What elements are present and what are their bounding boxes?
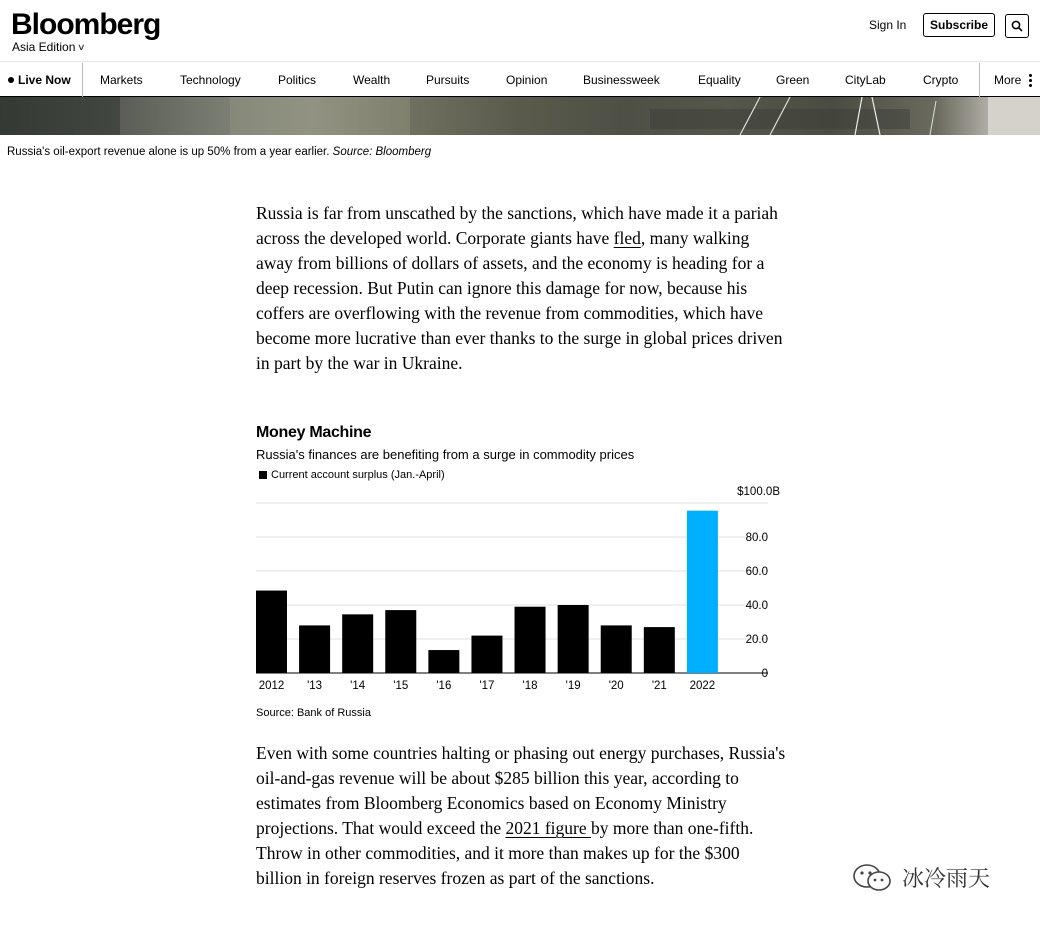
- paragraph-1-text-b: , many walking away from billions of dollars of assets, and the economy is heading for a deep recession. But Putin can ignore this damage for now, because his coffers are overflowing with the revenue from commodities, which have become more lucrative than ever thanks to the surge in global prices driven in part by the war in Ukraine.: [256, 228, 783, 373]
- search-icon: [1011, 20, 1023, 32]
- 2021-figure-link[interactable]: 2021 figure: [505, 818, 592, 838]
- chart-subtitle: Russia's finances are benefiting from a surge in commodity prices: [256, 447, 635, 462]
- chart-source: Source: Bank of Russia: [256, 707, 371, 719]
- live-now-label: Live Now: [18, 73, 71, 87]
- nav-item-crypto[interactable]: Crypto: [923, 73, 959, 87]
- x-tick-label: '21: [651, 680, 667, 692]
- article-photo: [0, 97, 1040, 135]
- chart-bar: [385, 610, 416, 673]
- x-tick-label: 2012: [258, 680, 285, 692]
- y-tick-label: 60.0: [745, 566, 768, 578]
- photo-caption: [7, 146, 431, 158]
- chart-bar: [342, 614, 373, 673]
- chart-title: Money Machine: [256, 424, 372, 441]
- x-tick-label: '18: [522, 680, 538, 692]
- nav-item-technology[interactable]: Technology: [180, 73, 241, 87]
- x-tick-label: '15: [393, 680, 409, 692]
- watermark-text: 冰冷雨天: [902, 866, 991, 891]
- fled-link[interactable]: fled: [613, 228, 641, 248]
- x-tick-label: '20: [608, 680, 624, 692]
- nav-item-wealth[interactable]: Wealth: [353, 73, 391, 87]
- section-nav: [0, 63, 1040, 97]
- x-tick-label: '14: [350, 680, 366, 692]
- kebab-menu-icon: [1029, 74, 1032, 87]
- chart-bar: [558, 605, 589, 673]
- y-tick-label: 40.0: [745, 600, 768, 612]
- nav-item-opinion[interactable]: Opinion: [506, 73, 548, 87]
- article-paragraph-1: [256, 201, 786, 376]
- nav-item-pursuits[interactable]: Pursuits: [426, 73, 470, 87]
- live-dot-icon: [8, 77, 14, 83]
- live-now-button[interactable]: [0, 63, 83, 97]
- article-paragraph-2: [256, 741, 786, 891]
- legend-swatch: [259, 471, 267, 479]
- paragraph-2-text-b: by more than one-fifth. Throw in other commodities, and it more than makes up for the $300 billion in foreign reserves frozen as part of the sanctions.: [256, 818, 754, 888]
- chart-bar: [256, 591, 287, 673]
- bar-chart: [250, 480, 785, 695]
- chart-bar: [471, 636, 502, 673]
- paragraph-1-text-a: Russia is far from unscathed by the sanctions, which have made it a pariah across the developed world. Corporate giants have: [256, 203, 778, 248]
- chart-bar: [644, 627, 675, 673]
- edition-selector[interactable]: [12, 40, 85, 54]
- nav-item-markets[interactable]: Markets: [100, 73, 143, 87]
- x-tick-label: 2022: [689, 680, 716, 692]
- site-header: [0, 0, 1040, 62]
- chart-bar: [601, 625, 632, 673]
- y-tick-label: 0: [761, 668, 768, 680]
- subscribe-button[interactable]: Subscribe: [923, 13, 995, 37]
- sign-in-link[interactable]: Sign In: [869, 18, 907, 32]
- x-tick-label: '17: [479, 680, 495, 692]
- y-tick-label: $100.0B: [737, 486, 780, 498]
- wechat-icon: [852, 863, 894, 893]
- photo-caption-text: Russia's oil-export revenue alone is up 50% from a year earlier.: [7, 146, 330, 158]
- more-menu-button[interactable]: [979, 63, 1040, 97]
- nav-item-businessweek[interactable]: Businessweek: [583, 73, 660, 87]
- nav-item-politics[interactable]: Politics: [278, 73, 317, 87]
- chart-bar: [299, 625, 330, 673]
- photo-source: Source: Bloomberg: [332, 146, 432, 158]
- nav-item-green[interactable]: Green: [776, 73, 810, 87]
- chart-bar: [428, 650, 459, 673]
- legend-label: Current account surplus (Jan.-April): [271, 469, 445, 481]
- wechat-watermark: [852, 862, 990, 893]
- bloomberg-logo[interactable]: Bloomberg: [11, 8, 161, 41]
- y-tick-label: 80.0: [745, 532, 768, 544]
- nav-item-citylab[interactable]: CityLab: [845, 73, 886, 87]
- paragraph-2-text-a: Even with some countries halting or phasing out energy purchases, Russia's oil-and-gas revenue will be about $285 billion this year, according to estimates from Bloomberg Economics based on Economy Ministry projections. That would exceed the: [256, 743, 786, 838]
- chart-bar: [515, 607, 546, 673]
- chart-bar: [687, 511, 718, 673]
- x-tick-label: '13: [307, 680, 323, 692]
- x-tick-label: '19: [565, 680, 581, 692]
- chevron-down-icon: ∨: [77, 41, 86, 52]
- more-label: More: [994, 73, 1022, 87]
- photo-scene: [0, 97, 1040, 135]
- search-button[interactable]: [1005, 14, 1029, 38]
- nav-item-equality[interactable]: Equality: [698, 73, 741, 87]
- edition-label: Asia Edition: [12, 40, 76, 54]
- x-tick-label: '16: [436, 680, 452, 692]
- y-tick-label: 20.0: [745, 634, 768, 646]
